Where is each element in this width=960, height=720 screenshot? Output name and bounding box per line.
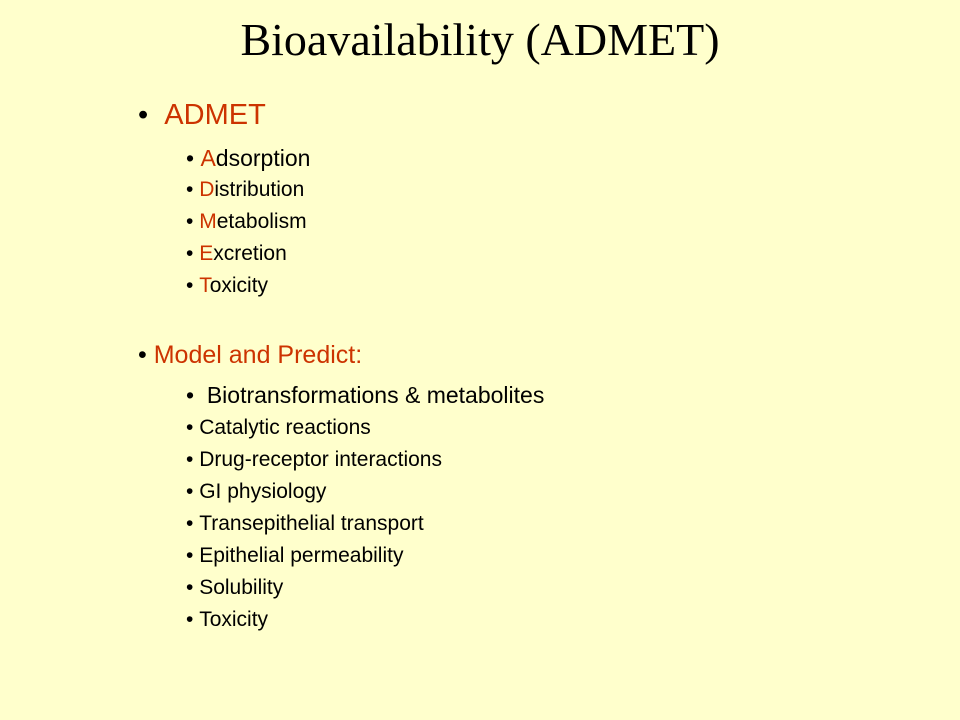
list-item-toxicity-2 [186, 605, 268, 635]
section-model-heading [138, 338, 362, 372]
bullet: • [186, 178, 194, 201]
bullet: • [138, 99, 149, 131]
item-initial: E [199, 242, 214, 265]
bullet: • [186, 448, 194, 471]
section-admet-heading [138, 97, 266, 133]
item-rest: xcretion [213, 242, 287, 265]
list-item-toxicity [186, 271, 268, 301]
item-text: Drug-receptor interactions [199, 448, 442, 471]
list-item-adsorption [186, 143, 310, 173]
bullet: • [186, 608, 194, 631]
bullet: • [186, 210, 194, 233]
item-initial: T [199, 274, 210, 297]
bullet: • [186, 544, 194, 567]
bullet: • [138, 341, 147, 369]
bullet: • [186, 512, 194, 535]
bullet: • [186, 145, 195, 171]
slide-title: Bioavailability (ADMET) [240, 14, 720, 65]
bullet: • [186, 416, 194, 439]
item-rest: etabolism [216, 210, 307, 233]
item-initial: A [200, 145, 216, 171]
list-item-metabolism [186, 207, 307, 237]
item-text: Epithelial permeability [199, 544, 404, 567]
item-initial: M [199, 210, 217, 233]
list-item-solubility [186, 573, 283, 603]
list-item-drug-receptor [186, 445, 442, 475]
list-item-excretion [186, 239, 287, 269]
bullet: • [186, 242, 194, 265]
list-item-distribution [186, 175, 304, 205]
list-item-epithelial [186, 541, 403, 571]
heading-text: ADMET [164, 99, 266, 131]
item-rest: istribution [214, 178, 305, 201]
heading-text: Model and Predict: [153, 341, 363, 369]
item-rest: oxicity [209, 274, 269, 297]
item-text: Transepithelial transport [199, 512, 424, 535]
item-initial: D [199, 178, 215, 201]
bullet: • [186, 480, 194, 503]
bullet: • [186, 382, 195, 408]
item-text: Toxicity [199, 608, 269, 631]
list-item-catalytic [186, 413, 371, 443]
item-text: GI physiology [199, 480, 327, 503]
item-text: Catalytic reactions [199, 416, 371, 439]
item-text: Biotransformations & metabolites [206, 382, 545, 408]
bullet: • [186, 274, 194, 297]
list-item-biotransformations [186, 380, 544, 410]
list-item-gi-physiology [186, 477, 326, 507]
item-text: Solubility [199, 576, 284, 599]
item-rest: dsorption [215, 145, 311, 171]
list-item-transepithelial [186, 509, 424, 539]
bullet: • [186, 576, 194, 599]
